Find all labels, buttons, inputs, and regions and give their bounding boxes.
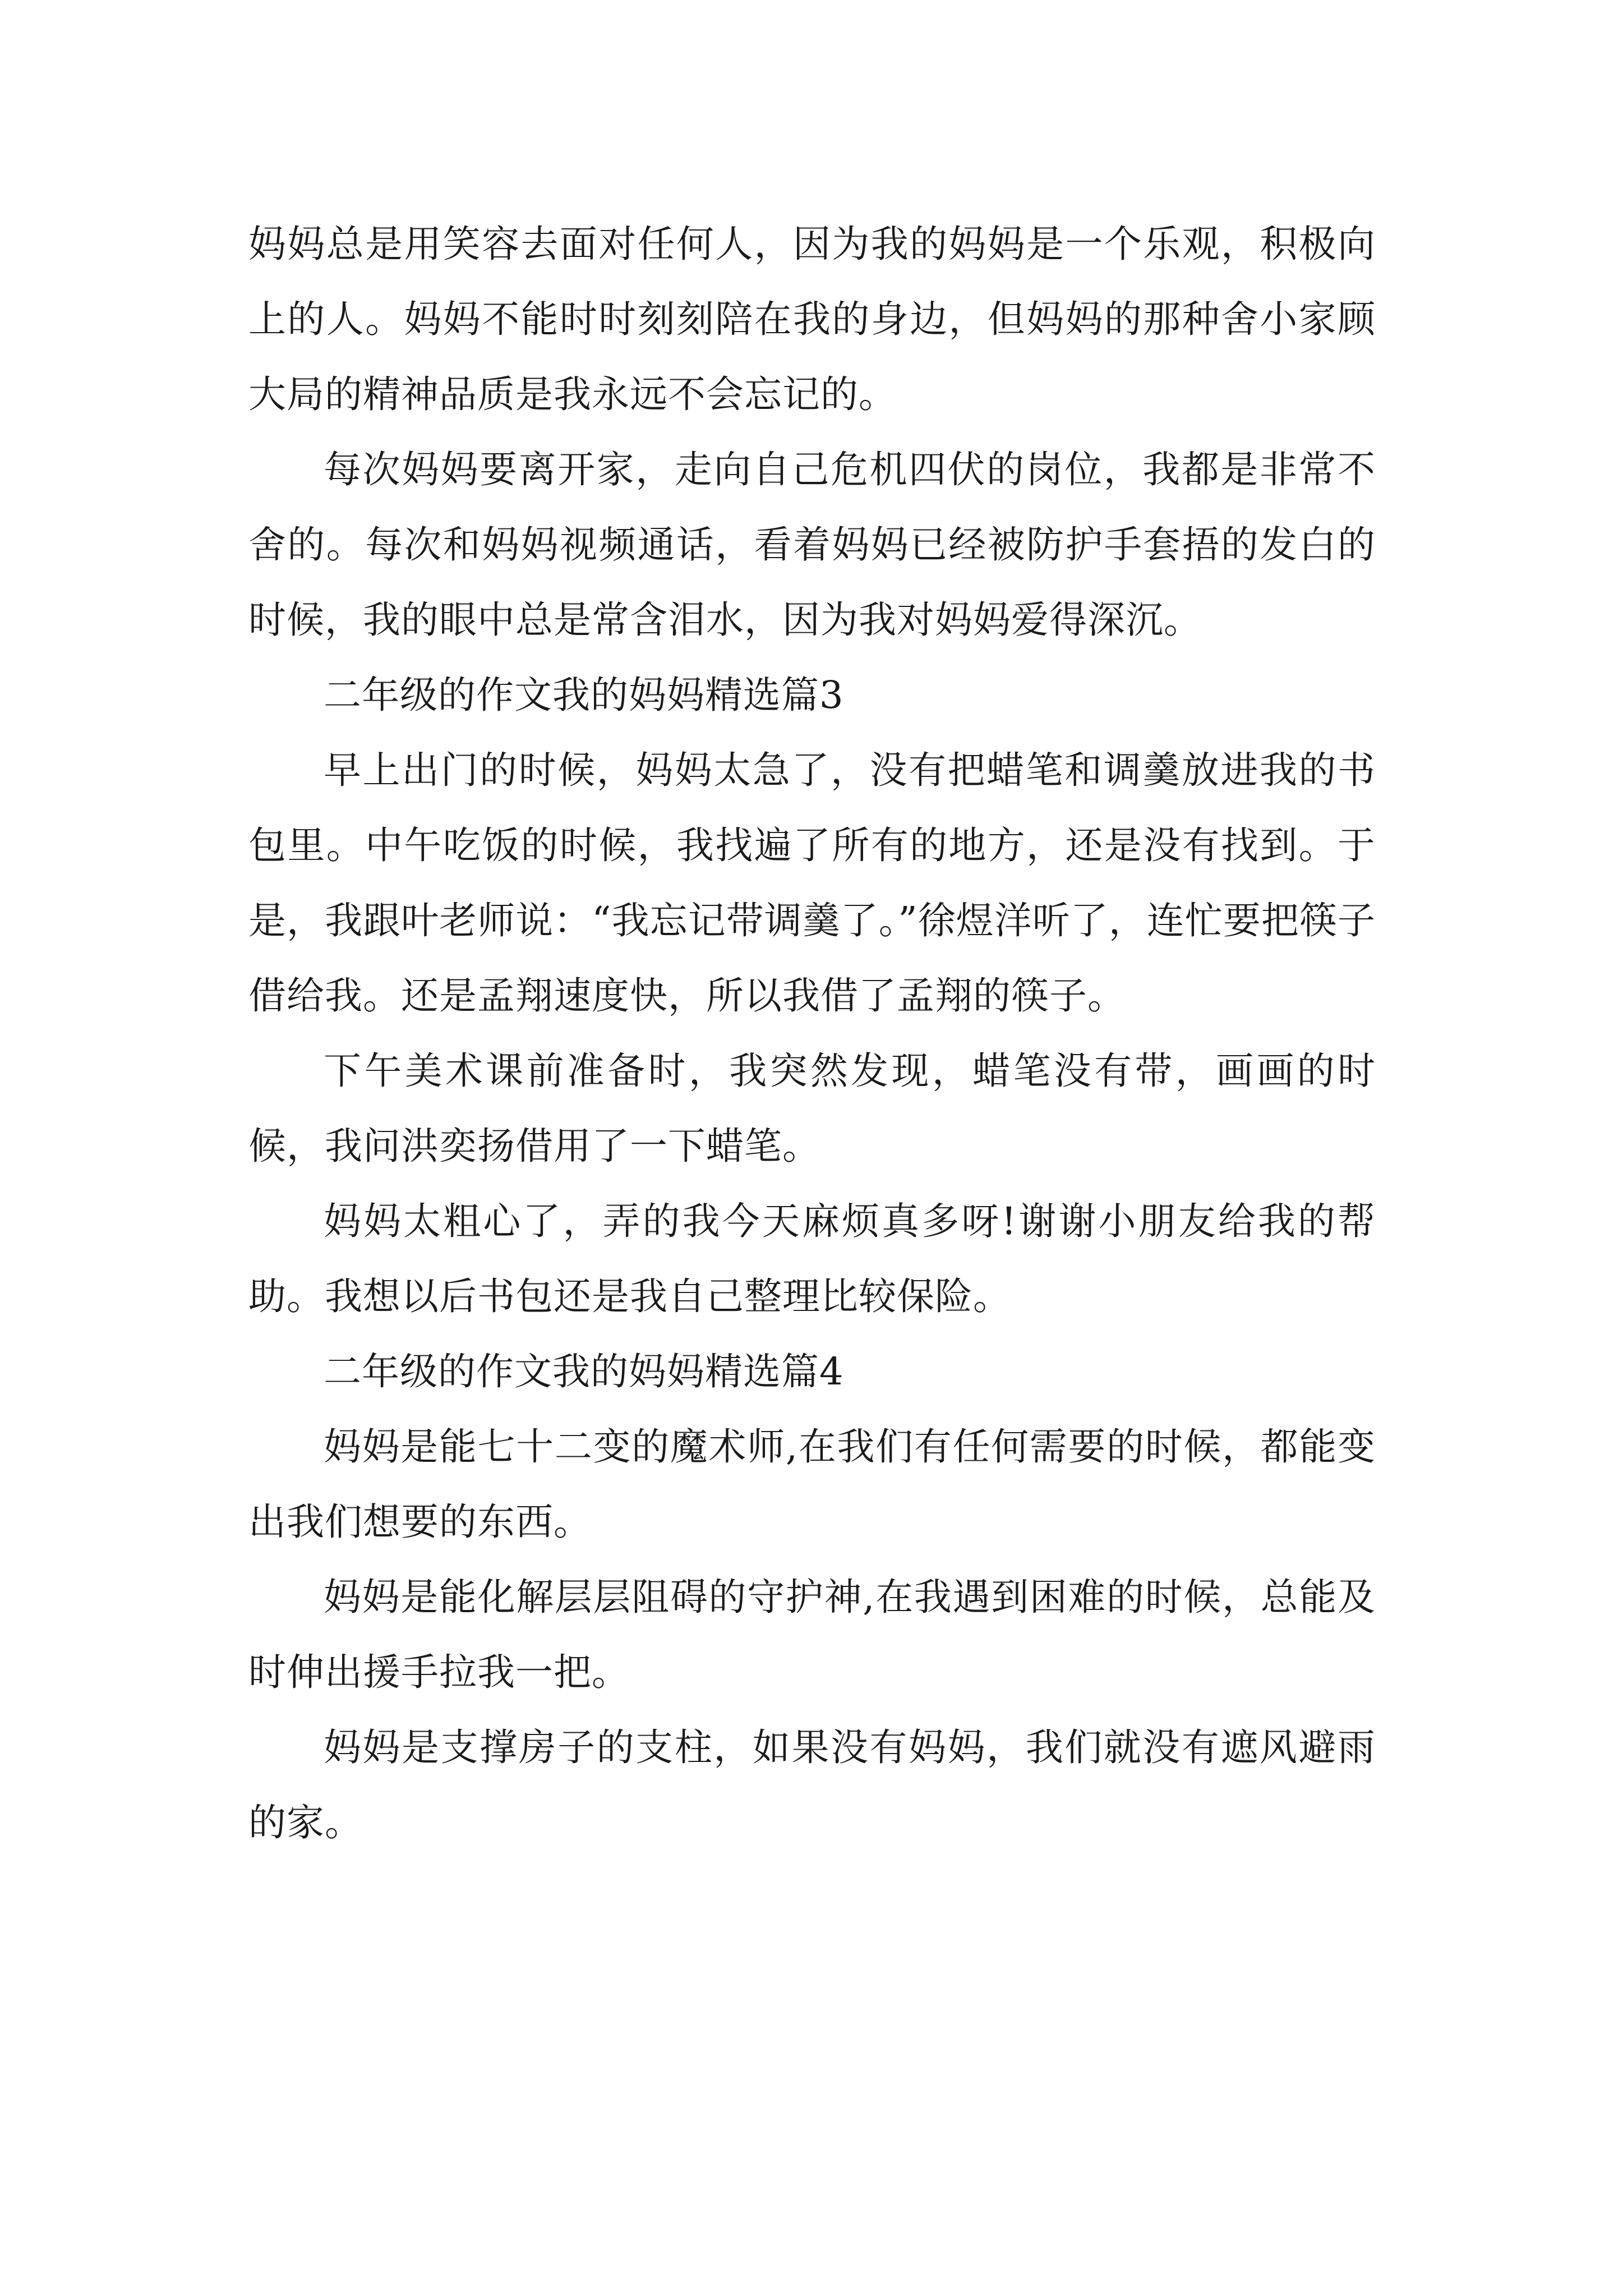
paragraph: 妈妈是支撑房子的支柱，如果没有妈妈，我们就没有遮风避雨的家。 bbox=[248, 1726, 1376, 1844]
section-heading: 二年级的作文我的妈妈精选篇3 bbox=[324, 673, 844, 717]
paragraph: 妈妈太粗心了，弄的我今天麻烦真多呀!谢谢小朋友给我的帮助。我想以后书包还是我自己整理比较保险。 bbox=[248, 1199, 1376, 1318]
paragraph: 下午美术课前准备时，我突然发现，蜡笔没有带，画画的时候，我问洪奕扬借用了一下蜡笔。 bbox=[248, 1049, 1376, 1168]
section-heading: 二年级的作文我的妈妈精选篇4 bbox=[324, 1350, 844, 1393]
paragraph: 早上出门的时候，妈妈太急了，没有把蜡笔和调羹放进我的书包里。中午吃饭的时候，我找遍了所有的地方，还是没有找到。于是，我跟叶老师说：“我忘记带调羹了。”徐煜洋听了，连忙要把筷子借给我。还是孟翔速度快，所以我借了孟翔的筷子。 bbox=[248, 748, 1376, 1018]
paragraph-continued: 妈妈总是用笑容去面对任何人，因为我的妈妈是一个乐观，积极向上的人。妈妈不能时时刻刻陪在我的身边，但妈妈的那种舍小家顾大局的精神品质是我永远不会忘记的。 bbox=[248, 222, 1376, 416]
document-body bbox=[248, 206, 1376, 1860]
paragraph: 每次妈妈要离开家，走向自己危机四伏的岗位，我都是非常不舍的。每次和妈妈视频通话，看着妈妈已经被防护手套捂的发白的时候，我的眼中总是常含泪水，因为我对妈妈爱得深沉。 bbox=[248, 448, 1376, 642]
paragraph: 妈妈是能化解层层阻碍的守护神,在我遇到困难的时候，总能及时伸出援手拉我一把。 bbox=[248, 1575, 1376, 1694]
paragraph: 妈妈是能七十二变的魔术师,在我们有任何需要的时候，都能变出我们想要的东西。 bbox=[248, 1425, 1376, 1544]
